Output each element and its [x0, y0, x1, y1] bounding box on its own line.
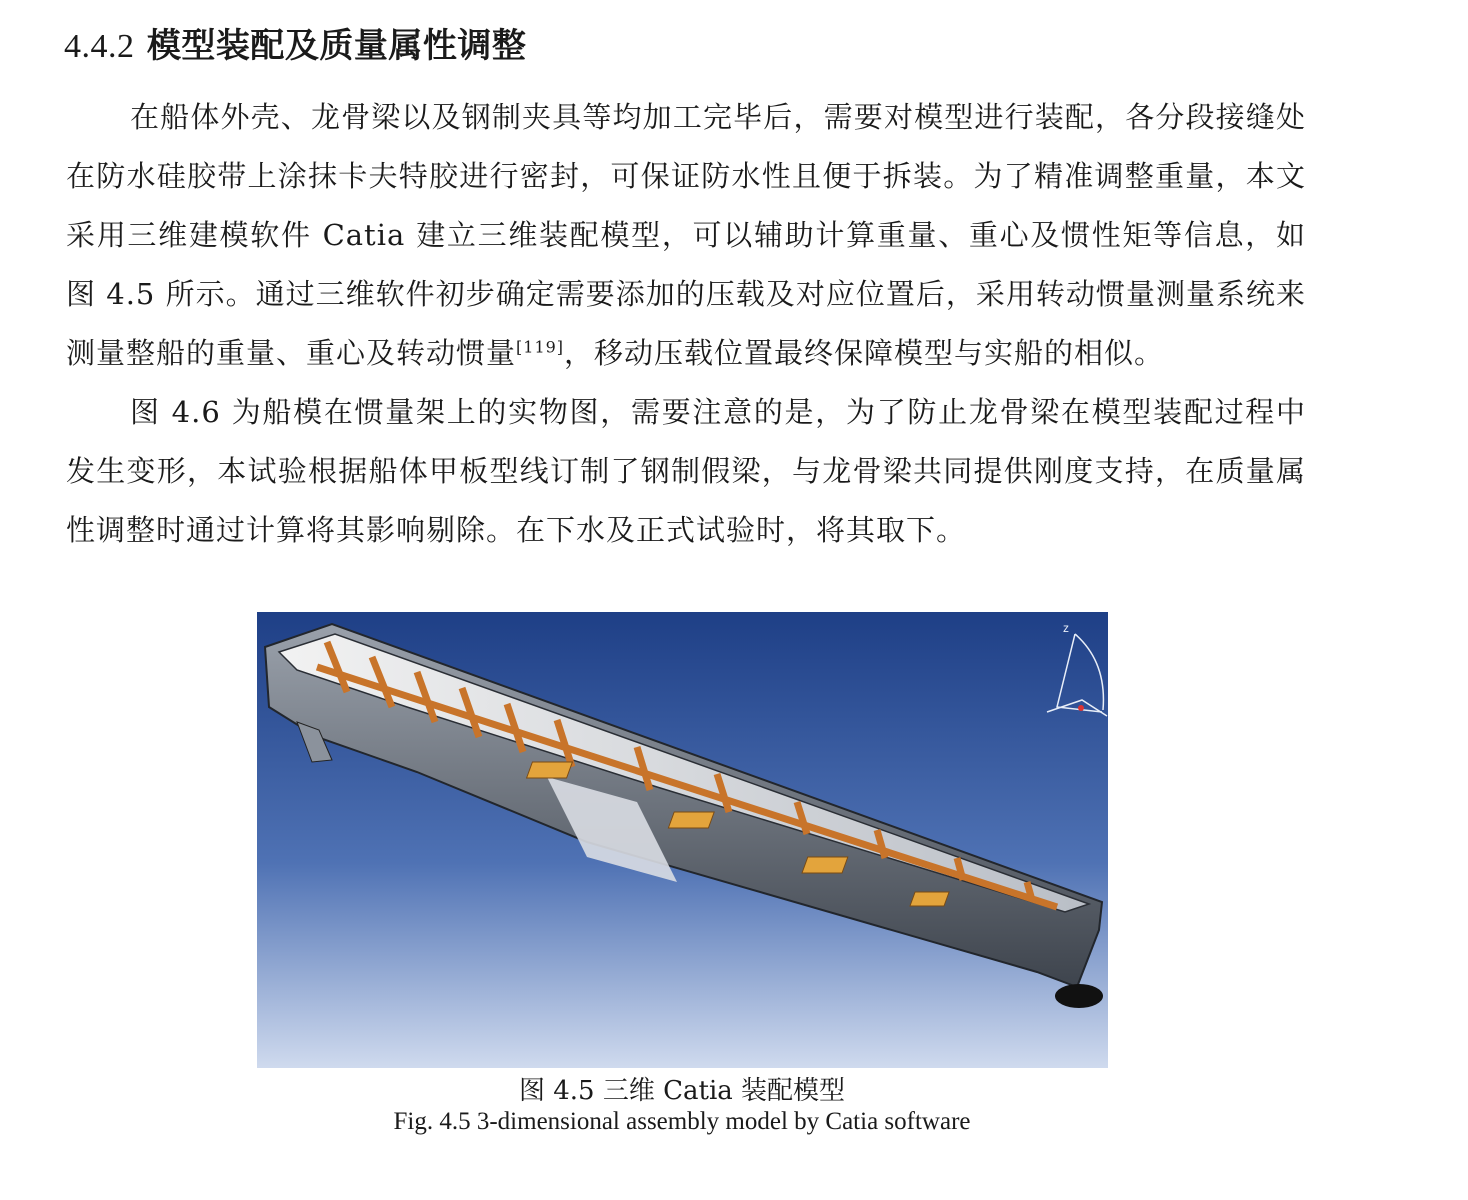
figure-caption-cn: 图 4.5 三维 Catia 装配模型: [518, 1076, 846, 1106]
section-number: 4.4.2: [64, 28, 135, 65]
paragraph-1-text-end: ，移动压载位置最终保障模型与实船的相似。: [564, 336, 1165, 370]
figure-caption-en: Fig. 4.5 3-dimensional assembly model by Catia software: [393, 1108, 971, 1135]
body-text: [66, 88, 1306, 560]
paragraph-1-text: 在船体外壳、龙骨梁以及钢制夹具等均加工完毕后，需要对模型进行装配，各分段接缝处在防水硅胶带上涂抹卡夫特胶进行密封，可保证防水性且便于拆装。为了精准调整重量，本文采用三维建模软件 Catia 建立三维装配模型，可以辅助计算重量、重心及惯性矩等信息，如图 4.5 所示。通过三维软件初步确定需要添加的压载及对应位置后，采用转动惯量测量系统来测量整船的重量、重心及转动惯量: [66, 100, 1306, 370]
paragraph-2: 图 4.6 为船模在惯量架上的实物图，需要注意的是，为了防止龙骨梁在模型装配过程中发生变形，本试验根据船体甲板型线订制了钢制假梁，与龙骨梁共同提供刚度支持，在质量属性调整时通过计算将其影响剔除。在下水及正式试验时，将其取下。: [66, 395, 1306, 547]
bow-bulb: [1055, 984, 1103, 1008]
paragraph-1: [66, 88, 1306, 383]
axis-label-z: z: [1063, 621, 1069, 635]
section-title: 模型装配及质量属性调整: [146, 26, 527, 66]
ship-model-illustration: [257, 612, 1108, 1068]
citation-ref[interactable]: [119]: [516, 337, 565, 357]
figure-catia-model: [257, 612, 1108, 1068]
section-heading: [64, 18, 526, 67]
